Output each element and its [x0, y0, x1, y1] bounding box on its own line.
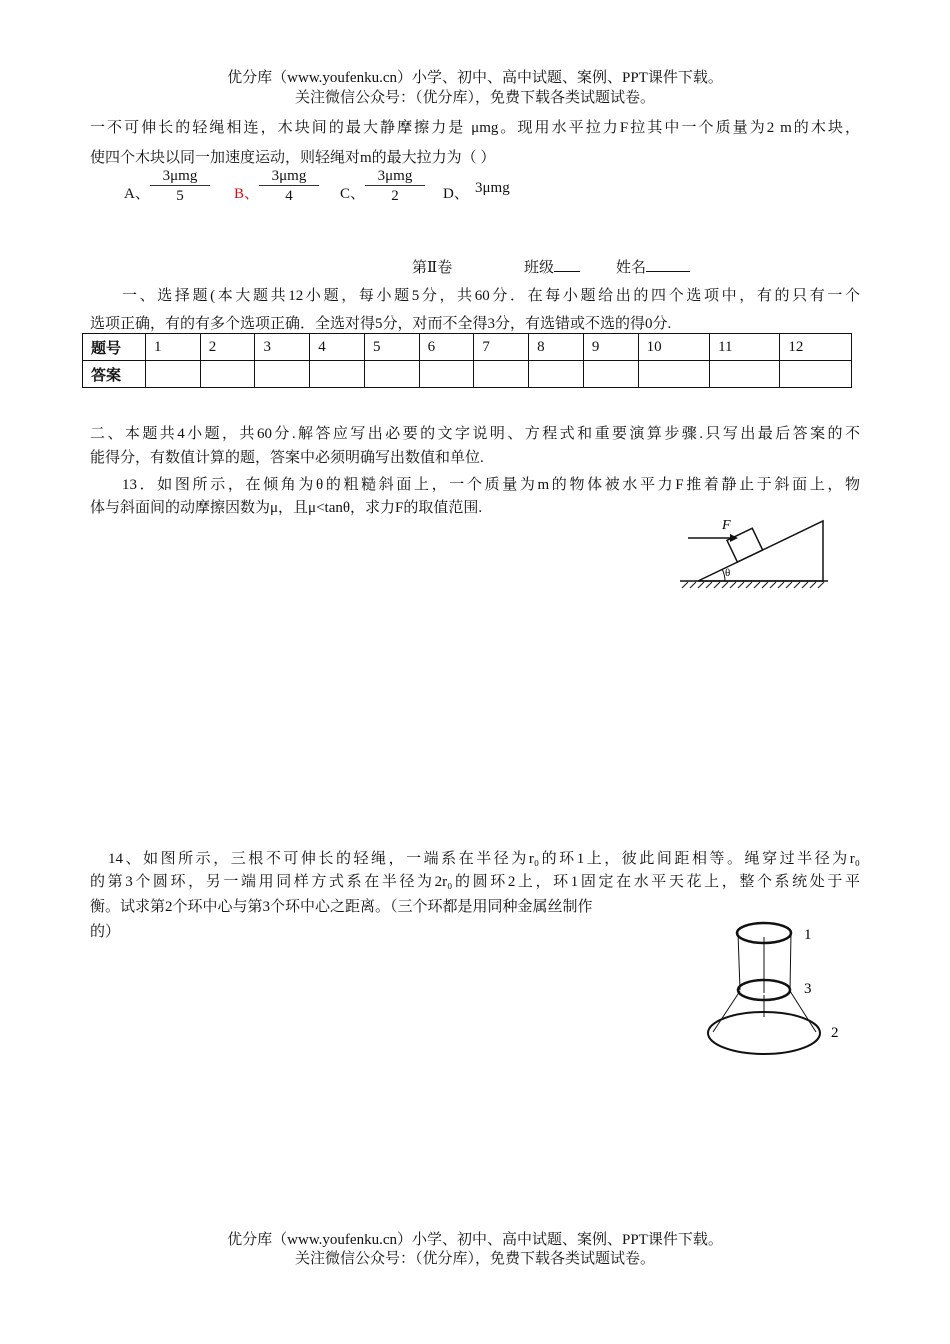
q12-text-line-1: 一不可伸长的轻绳相连，木块间的最大静摩擦力是 μmg。现用水平拉力F拉其中一个质量为2 m的木块， [90, 120, 860, 136]
rope-3 [790, 933, 791, 990]
section2-line-2: 能得分，有数值计算的题，答案中必须明确写出数值和单位. [90, 450, 484, 466]
question-number-cell: 5 [364, 334, 419, 361]
rope-1 [738, 933, 740, 990]
name-blank[interactable] [646, 257, 690, 272]
option-b-fraction [259, 168, 319, 205]
option-c-denominator: 2 [391, 188, 399, 204]
block-on-incline [727, 528, 763, 562]
ring-label-1: 1 [804, 927, 812, 943]
rings-figure [700, 915, 850, 1060]
table-row-numbers [83, 334, 852, 361]
ground-hatching [682, 582, 824, 588]
answer-cell[interactable] [146, 361, 201, 388]
ring-label-2: 2 [831, 1025, 839, 1041]
answer-cell[interactable] [364, 361, 419, 388]
incline-figure [670, 510, 840, 592]
question-number-cell: 4 [310, 334, 365, 361]
answer-cell[interactable] [200, 361, 255, 388]
answer-cell[interactable] [638, 361, 710, 388]
question-number-cell: 3 [255, 334, 310, 361]
q14-line-2: 的第3个圆环，另一端用同样方式系在半径为2r₀的圆环2上，环1固定在水平天花上，整个系统处于平 [90, 874, 860, 890]
answer-cell[interactable] [419, 361, 474, 388]
question-number-cell: 6 [419, 334, 474, 361]
answer-cell[interactable] [474, 361, 529, 388]
option-c-fraction [365, 168, 425, 205]
answer-table [82, 333, 852, 388]
q13-line-1: 13．如图所示，在倾角为θ的粗糙斜面上，一个质量为m的物体被水平力F推着静止于斜面上，物 [122, 477, 860, 493]
part2-title: 第Ⅱ卷 [412, 260, 453, 276]
section1-line-1: 一、选择题(本大题共12小题，每小题5分，共60分．在每小题给出的四个选项中，有的只有一个 [122, 288, 860, 304]
option-a-denominator: 5 [176, 188, 184, 204]
q14-line-3: 衡。试求第2个环中心与第3个环中心之距离。（三个环都是用同种金属丝制作 [90, 899, 593, 915]
angle-label: θ [725, 567, 731, 579]
name-label: 姓名 [616, 260, 647, 276]
option-b-label: B、 [234, 186, 260, 202]
footer-line-2: 关注微信公众号：（优分库），免费下载各类试题试卷。 [294, 1251, 655, 1267]
option-b-denominator: 4 [285, 188, 293, 204]
q14-line-1: 14、如图所示，三根不可伸长的轻绳，一端系在半径为r₀的环1上，彼此间距相等。绳穿过半径为r₀ [108, 851, 860, 867]
option-a-fraction [150, 168, 210, 205]
class-label: 班级 [524, 260, 555, 276]
name-field [616, 256, 690, 277]
table-header-number: 题号 [83, 334, 146, 361]
answer-cell[interactable] [310, 361, 365, 388]
q14-line-4: 的） [90, 924, 121, 940]
question-number-cell: 2 [200, 334, 255, 361]
class-blank[interactable] [554, 257, 580, 272]
question-number-cell: 9 [583, 334, 638, 361]
force-label: F [722, 518, 731, 533]
option-d-value: 3μmg [475, 180, 510, 196]
answer-cell[interactable] [780, 361, 852, 388]
option-b-numerator: 3μmg [259, 168, 319, 186]
option-c-label: C、 [340, 186, 366, 202]
ring-2 [708, 1012, 820, 1054]
option-c-numerator: 3μmg [365, 168, 425, 186]
option-d-label: D、 [443, 186, 469, 202]
option-a-label: A、 [124, 186, 150, 202]
class-field [524, 256, 580, 277]
answer-cell[interactable] [710, 361, 780, 388]
header-line-1: 优分库（www.youfenku.cn）小学、初中、高中试题、案例、PPT课件下载。 [227, 70, 723, 86]
question-number-cell: 7 [474, 334, 529, 361]
rope-6 [790, 991, 816, 1032]
question-number-cell: 1 [146, 334, 201, 361]
answer-cell[interactable] [583, 361, 638, 388]
footer-line-1: 优分库（www.youfenku.cn）小学、初中、高中试题、案例、PPT课件下载。 [227, 1232, 723, 1248]
question-number-cell: 10 [638, 334, 710, 361]
section2-line-1: 二、本题共4小题，共60分.解答应写出必要的文字说明、方程式和重要演算步骤.只写出最后答案的不 [90, 426, 860, 442]
answer-cell[interactable] [255, 361, 310, 388]
option-a-numerator: 3μmg [150, 168, 210, 186]
rope-4 [713, 991, 740, 1032]
table-row-answers [83, 361, 852, 388]
question-number-cell: 12 [780, 334, 852, 361]
header-line-2: 关注微信公众号：（优分库），免费下载各类试题试卷。 [294, 90, 655, 106]
q12-text-line-2: 使四个木块以同一加速度运动，则轻绳对m的最大拉力为（ ） [90, 150, 496, 166]
question-number-cell: 11 [710, 334, 780, 361]
answer-cell[interactable] [529, 361, 584, 388]
q13-line-2: 体与斜面间的动摩擦因数为μ，且μ<tanθ，求力F的取值范围. [90, 500, 483, 516]
table-header-answer: 答案 [83, 361, 146, 388]
question-number-cell: 8 [529, 334, 584, 361]
ring-label-3: 3 [804, 981, 812, 997]
section1-line-2: 选项正确，有的有多个选项正确．全选对得5分，对而不全得3分，有选错或不选的得0分. [90, 316, 672, 332]
